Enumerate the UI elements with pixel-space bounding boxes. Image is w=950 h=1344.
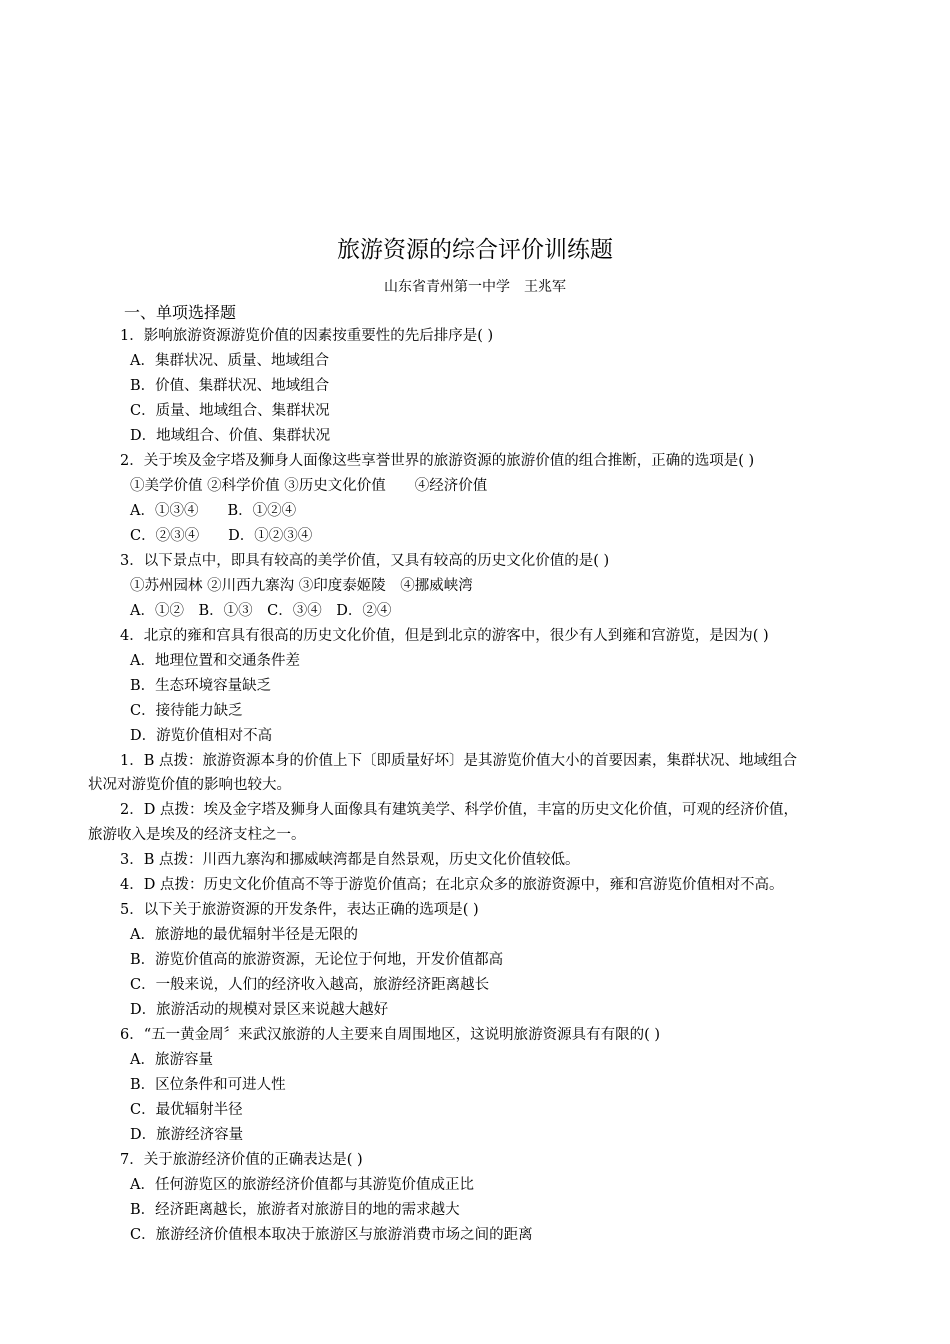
option-line: A．地理位置和交通条件差 xyxy=(130,653,300,669)
option-line: B．区位条件和可进人性 xyxy=(130,1077,286,1093)
answer-explanation-continued: 状况对游览价值的影响也较大。 xyxy=(88,777,291,793)
option-line: C．一般来说，人们的经济收入越高，旅游经济距离越长 xyxy=(130,977,490,993)
option-line: D．游览价值相对不高 xyxy=(130,728,273,744)
answer-explanation: 1．B 点拨：旅游资源本身的价值上下〔即质量好坏〕是其游览价值大小的首要因素，集群状况、地域组合 xyxy=(120,753,797,769)
option-line: A．任何游览区的旅游经济价值都与其游览价值成正比 xyxy=(130,1177,474,1193)
option-line: D．旅游活动的规模对景区来说越大越好 xyxy=(130,1002,389,1018)
option-line: A．①② B．①③ C．③④ D．②④ xyxy=(130,603,392,619)
question-5: 5．以下关于旅游资源的开发条件，表达正确的选项是( ) xyxy=(120,902,479,918)
answer-explanation-continued: 旅游收入是埃及的经济支柱之一。 xyxy=(88,827,306,843)
option-line: C．旅游经济价值根本取决于旅游区与旅游消费市场之间的距离 xyxy=(130,1227,533,1243)
option-line: A．旅游地的最优辐射半径是无限的 xyxy=(130,927,358,943)
option-line: C．②③④ D．①②③④ xyxy=(130,528,313,544)
option-line: C．质量、地域组合、集群状况 xyxy=(130,403,330,419)
question-4: 4．北京的雍和宫具有很高的历史文化价值，但是到北京的游客中，很少有人到雍和宫游览，是因为( ) xyxy=(120,628,769,644)
answer-explanation: 2．D 点拨：埃及金字塔及狮身人面像具有建筑美学、科学价值，丰富的历史文化价值，可观的经济价值， xyxy=(120,802,798,818)
item-list: ①苏州园林 ②川西九寨沟 ③印度泰姬陵 ④挪威峡湾 xyxy=(130,578,473,594)
option-line: D．地域组合、价值、集群状况 xyxy=(130,428,331,444)
question-2: 2．关于埃及金字塔及狮身人面像这些享誉世界的旅游资源的旅游价值的组合推断，正确的选项是( ) xyxy=(120,453,755,469)
item-list: ①美学价值 ②科学价值 ③历史文化价值 ④经济价值 xyxy=(130,478,488,494)
option-line: B．价值、集群状况、地域组合 xyxy=(130,378,330,394)
answer-explanation: 3．B 点拨：川西九寨沟和挪威峡湾都是自然景观，历史文化价值较低。 xyxy=(120,852,580,868)
author-line: 山东省青州第一中学 王兆军 xyxy=(384,279,566,295)
option-line: B．生态环境容量缺乏 xyxy=(130,678,272,694)
question-6: 6．“五一黄金周〞来武汉旅游的人主要来自周围地区，这说明旅游资源具有有限的( ) xyxy=(120,1027,661,1043)
question-7: 7．关于旅游经济价值的正确表达是( ) xyxy=(120,1152,363,1168)
option-line: B．游览价值高的旅游资源，无论位于何地，开发价值都高 xyxy=(130,952,504,968)
option-line: C．接待能力缺乏 xyxy=(130,703,243,719)
option-line: B．经济距离越长，旅游者对旅游目的地的需求越大 xyxy=(130,1202,460,1218)
option-line: A．①③④ B．①②④ xyxy=(130,503,297,519)
option-line: A．集群状况、质量、地域组合 xyxy=(130,353,329,369)
question-3: 3．以下景点中，即具有较高的美学价值，又具有较高的历史文化价值的是( ) xyxy=(120,553,610,569)
section-heading: 一、单项选择题 xyxy=(124,303,237,322)
option-line: A．旅游容量 xyxy=(130,1052,213,1068)
option-line: C．最优辐射半径 xyxy=(130,1102,243,1118)
option-line: D．旅游经济容量 xyxy=(130,1127,244,1143)
question-1: 1．影响旅游资源游览价值的因素按重要性的先后排序是( ) xyxy=(120,328,494,344)
document-title: 旅游资源的综合评价训练题 xyxy=(337,237,613,263)
answer-explanation: 4．D 点拨：历史文化价值高不等于游览价值高；在北京众多的旅游资源中，雍和宫游览价值相对不高。 xyxy=(120,877,784,893)
